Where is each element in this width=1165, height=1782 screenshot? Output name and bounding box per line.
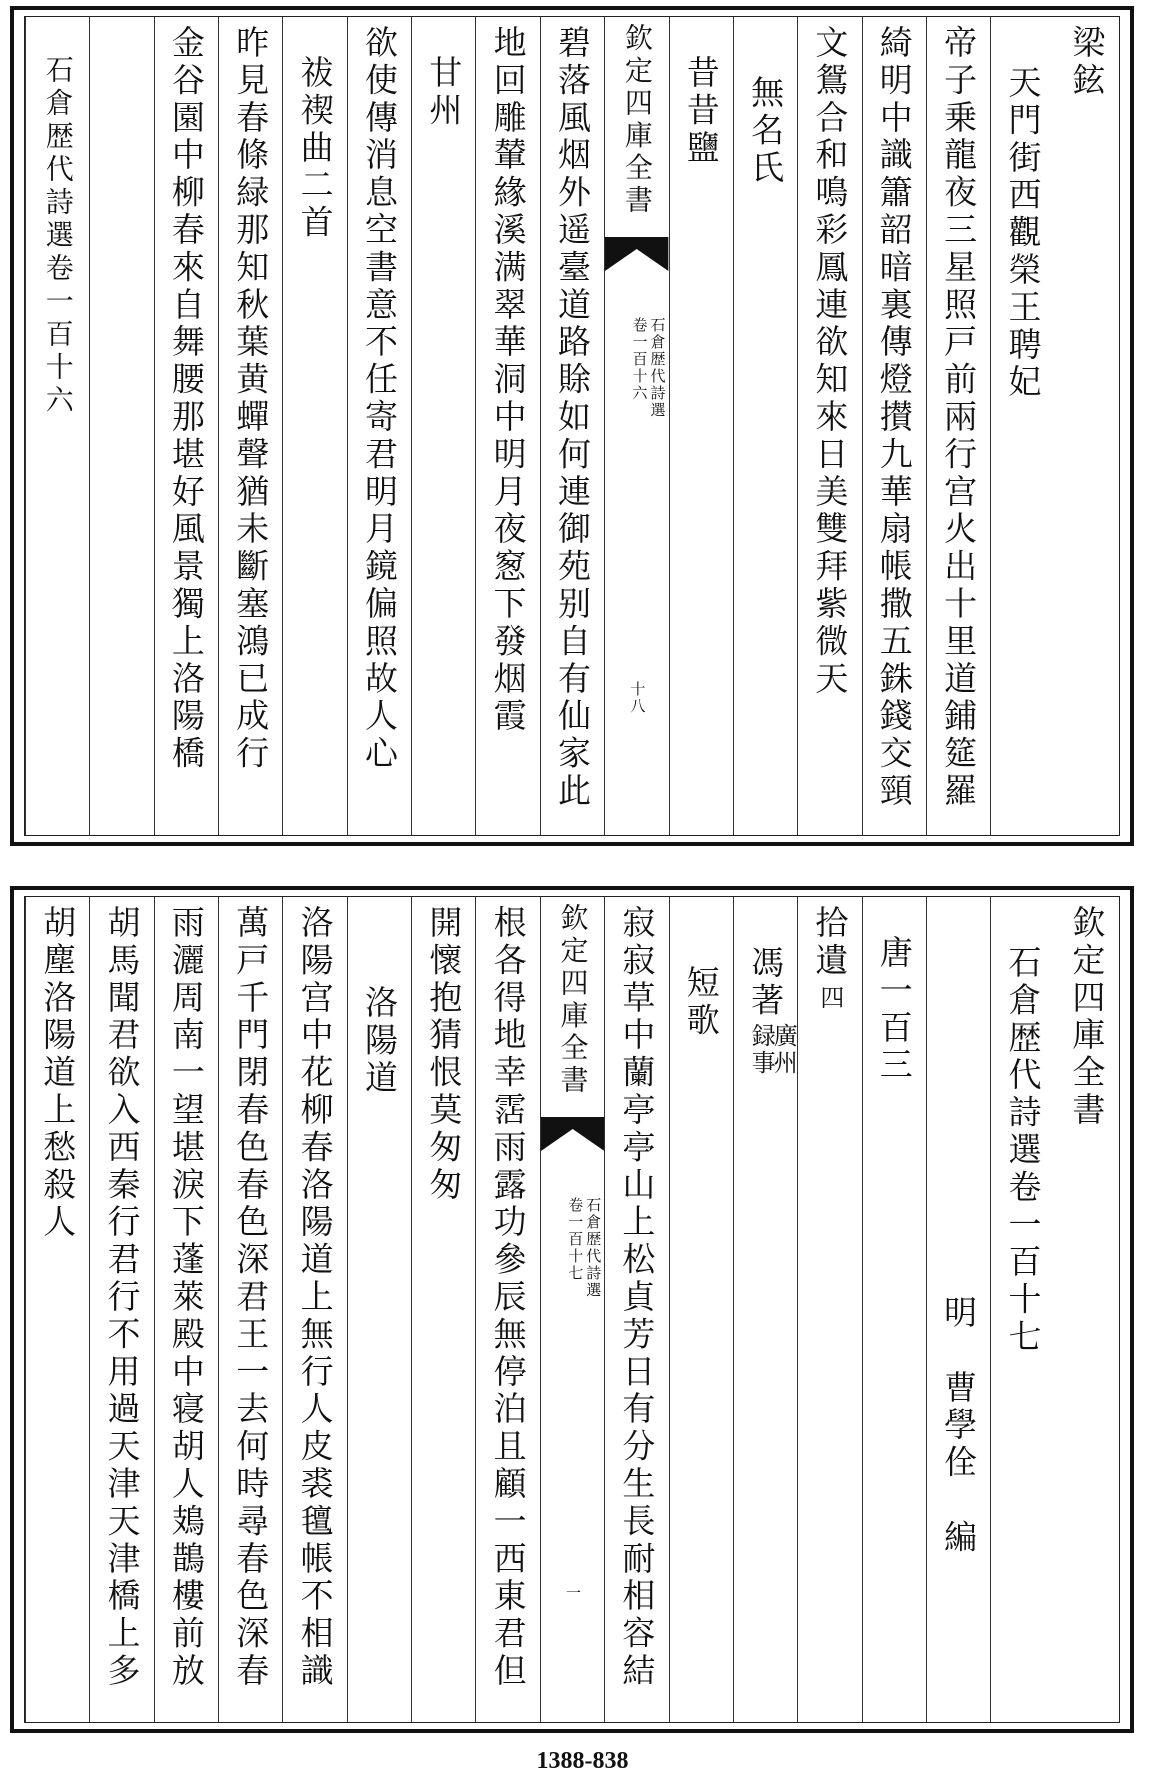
text-column — [862, 17, 926, 835]
text-column — [411, 897, 475, 1722]
text-column — [862, 897, 926, 1722]
column-text: 碧落風烟外遥臺道路賖如何連御苑别自有仙家此 — [553, 25, 593, 811]
column-text: 石倉歴代詩選卷一百十六 — [41, 55, 75, 418]
fishtail-banner-column — [604, 17, 668, 835]
text-column — [733, 17, 797, 835]
text-column — [926, 17, 990, 835]
banner-leaf-number: 十八 — [628, 681, 647, 715]
column-text: 甘州 — [424, 55, 464, 130]
text-column — [540, 17, 604, 835]
column-text: 欽定四庫全書 — [1067, 905, 1107, 1130]
text-column — [1055, 17, 1119, 835]
column-text: 根各得地幸霑雨露功參辰無停泊且顧一西東君但 — [488, 905, 528, 1691]
text-column — [218, 17, 282, 835]
annotation-note: 四 — [815, 985, 844, 1012]
text-column — [990, 17, 1054, 835]
text-column — [89, 897, 153, 1722]
column-text: 昔昔鹽 — [681, 55, 721, 168]
text-column — [990, 897, 1054, 1722]
column-text: 明 曹學佺 編 — [939, 1295, 979, 1557]
annotation-note: 録事 — [747, 1023, 776, 1077]
text-column — [604, 897, 668, 1722]
lower-page-text-frame — [24, 896, 1120, 1723]
text-column — [154, 897, 218, 1722]
upper-page-text-frame — [24, 16, 1120, 836]
text-column — [282, 17, 346, 835]
text-column — [475, 897, 539, 1722]
column-text: 洛陽宫中花柳春洛陽道上無行人皮裘氊帳不相識 — [295, 905, 335, 1691]
text-column — [669, 17, 733, 835]
column-text: 梁鉉 — [1067, 25, 1107, 100]
column-text: 天門街西觀榮王聘妃 — [1003, 65, 1043, 402]
column-text: 馮著 — [746, 945, 786, 1020]
upper-page — [10, 6, 1134, 846]
text-column — [797, 897, 861, 1722]
text-column — [1055, 897, 1119, 1722]
page-number: 1388-838 — [536, 1748, 629, 1774]
fishtail-banner-column — [540, 897, 604, 1722]
column-text: 萬戸千門閉春色春色深君王一去何時尋春色深春 — [231, 905, 271, 1691]
column-text: 胡馬聞君欲入西秦行君行不用過天津天津橋上多 — [102, 905, 142, 1691]
column-text: 祓禊曲二首 — [295, 55, 335, 242]
text-column — [347, 897, 411, 1722]
column-text: 石倉歴代詩選卷一百十七 — [1003, 945, 1043, 1357]
column-text: 地回雕輦緣溪满翠華洞中明月夜䆫下發烟霞 — [488, 25, 528, 736]
column-text: 無名氏 — [746, 75, 786, 188]
column-text: 唐一百三 — [874, 935, 914, 1085]
column-text: 寂寂草中蘭亭亭山上松貞芳日有分生長耐相容結 — [617, 905, 657, 1691]
banner-book-title: 石倉歴代詩選 — [648, 317, 667, 419]
text-column — [926, 897, 990, 1722]
text-column — [154, 17, 218, 835]
text-column — [797, 17, 861, 835]
annotation-note: 廣州 — [769, 1023, 798, 1077]
text-column — [25, 17, 89, 835]
banner-title: 欽定四庫全書 — [620, 23, 654, 218]
column-text: 欲使傳消息空書意不任寄君明月鏡偏照故人心 — [359, 25, 399, 773]
text-column — [733, 897, 797, 1722]
text-column — [89, 17, 153, 835]
column-text: 昨見春條緑那知秋葉黄蟬聲猶未斷塞鴻已成行 — [231, 25, 271, 773]
banner-volume: 卷一百十七 — [566, 1197, 585, 1282]
text-column — [475, 17, 539, 835]
column-text: 胡塵洛陽道上愁殺人 — [38, 905, 78, 1242]
column-text: 綺明中識簫韶暗裏傳燈攅九華扇帳撒五銖錢交頸 — [874, 25, 914, 811]
column-text: 短歌 — [681, 965, 721, 1040]
text-column — [669, 897, 733, 1722]
banner-leaf-number: 一 — [564, 1585, 583, 1602]
column-text: 文鴛合和鳴彩鳳連欲知來日美雙拜紫微天 — [810, 25, 850, 699]
banner-book-title: 石倉歴代詩選 — [584, 1197, 603, 1299]
column-text: 開懷抱猜恨莫匆匆 — [424, 905, 464, 1205]
banner-volume: 卷一百十六 — [630, 317, 649, 402]
text-column — [347, 17, 411, 835]
text-column — [411, 17, 475, 835]
text-column — [25, 897, 89, 1722]
banner-title: 欽定四庫全書 — [556, 903, 590, 1098]
lower-page — [10, 886, 1134, 1733]
column-text: 拾遺 — [810, 905, 850, 980]
column-text: 帝子乗龍夜三星照戸前兩行宫火出十里道鋪筵羅 — [939, 25, 979, 811]
column-text: 金谷園中柳春來自舞腰那堪好風景獨上洛陽橋 — [166, 25, 206, 773]
fishtail-mark-icon — [541, 1117, 604, 1151]
fishtail-mark-icon — [605, 237, 668, 271]
text-column — [282, 897, 346, 1722]
text-column — [218, 897, 282, 1722]
column-text: 洛陽道 — [359, 985, 399, 1098]
column-text: 雨灑周南一望堪淚下蓬萊殿中寝胡人鳷鵲樓前放 — [166, 905, 206, 1691]
